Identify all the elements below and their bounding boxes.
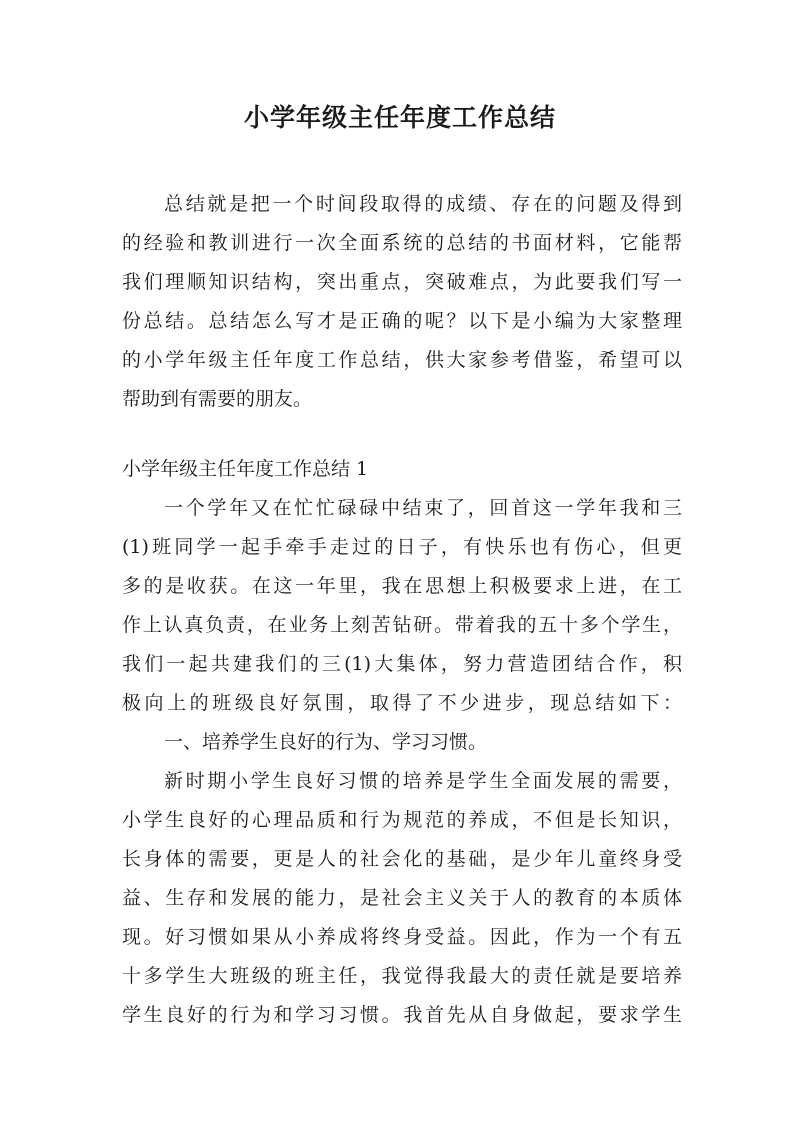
intro-line: 帮助到有需要的朋友。	[122, 388, 313, 410]
paragraph-line: 多的是收获。在这一年里，我在思想上积极要求上进，在工	[122, 575, 682, 597]
paragraph-line: 益、生存和发展的能力，是社会主义关于人的教育的本质体	[122, 887, 682, 909]
intro-line: 我们理顺知识结构，突出重点，突破难点，为此要我们写一	[122, 271, 682, 293]
subheading: 一、培养学生良好的行为、学习习惯。	[164, 731, 488, 753]
paragraph-line: (1)班同学一起手牵手走过的日子，有快乐也有伤心，但更	[122, 536, 682, 558]
paragraph-line: 学生良好的行为和学习习惯。我首先从自身做起，要求学生	[122, 1004, 682, 1026]
intro-line: 份总结。总结怎么写才是正确的呢？以下是小编为大家整理	[122, 310, 682, 332]
paragraph-line: 极向上的班级良好氛围，取得了不少进步，现总结如下：	[122, 692, 682, 714]
paragraph-line: 十多学生大班级的班主任，我觉得我最大的责任就是要培养	[122, 965, 682, 987]
document-title: 小学年级主任年度工作总结	[243, 103, 556, 132]
intro-line: 的小学年级主任年度工作总结，供大家参考借鉴，希望可以	[122, 349, 682, 371]
paragraph-line: 一个学年又在忙忙碌碌中结束了，回首这一学年我和三	[164, 497, 682, 519]
section-heading: 小学年级主任年度工作总结 1	[122, 458, 369, 480]
intro-line: 的经验和教训进行一次全面系统的总结的书面材料，它能帮	[122, 232, 682, 254]
paragraph-line: 现。好习惯如果从小养成将终身受益。因此，作为一个有五	[122, 926, 682, 948]
intro-line: 总结就是把一个时间段取得的成绩、存在的问题及得到	[164, 193, 682, 215]
paragraph-line: 我们一起共建我们的三(1)大集体，努力营造团结合作，积	[122, 653, 682, 675]
paragraph-line: 小学生良好的心理品质和行为规范的养成，不但是长知识，	[122, 809, 682, 831]
paragraph-line: 新时期小学生良好习惯的培养是学生全面发展的需要，	[164, 770, 682, 792]
paragraph-line: 作上认真负责，在业务上刻苦钻研。带着我的五十多个学生，	[122, 614, 682, 636]
paragraph-line: 长身体的需要，更是人的社会化的基础，是少年儿童终身受	[122, 848, 682, 870]
